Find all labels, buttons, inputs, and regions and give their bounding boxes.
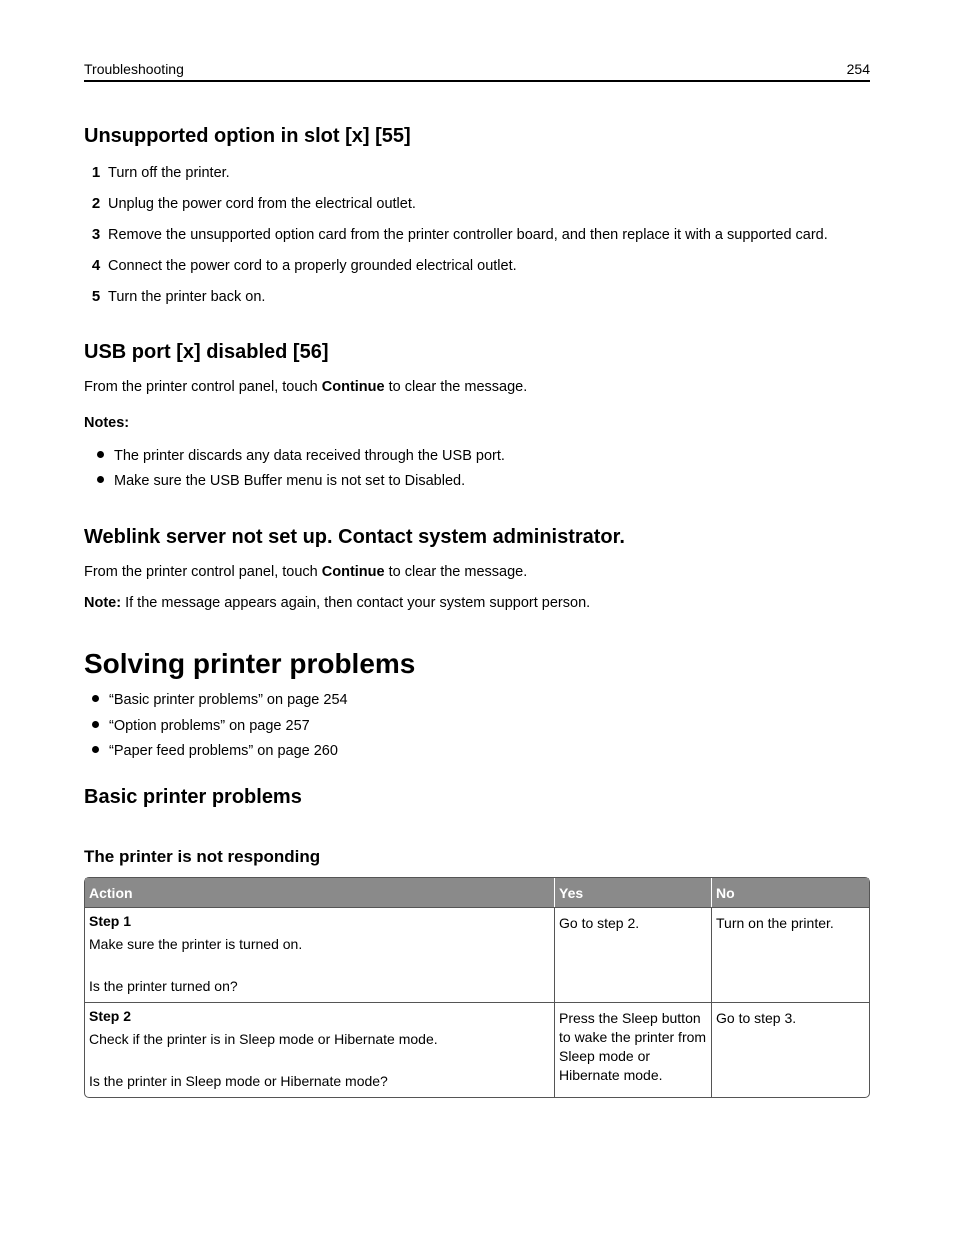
intro-text: From the printer control panel, touch xyxy=(84,379,322,395)
bullet-icon xyxy=(92,695,99,702)
yes-cell: Go to step 2. xyxy=(555,907,712,1002)
step-item xyxy=(84,257,517,274)
column-header-yes: Yes xyxy=(555,878,712,907)
continue-label: Continue xyxy=(321,564,385,580)
link-item[interactable] xyxy=(92,718,310,734)
step-item xyxy=(84,195,416,212)
weblink-note xyxy=(84,595,590,611)
usb-intro-paragraph xyxy=(84,379,527,395)
yes-cell: Press the Sleep button to wake the printer from Sleep mode or Hibernate mode. xyxy=(555,1002,712,1097)
header-divider xyxy=(84,80,870,82)
step-number: 3 xyxy=(91,226,101,243)
action-cell xyxy=(85,907,555,1002)
question-text: Is the printer turned on? xyxy=(89,978,238,994)
bullet-icon xyxy=(97,476,104,483)
step-text: Connect the power cord to a properly grounded electrical outlet. xyxy=(108,258,517,274)
link-item[interactable] xyxy=(92,743,338,759)
heading-printer-not-responding: The printer is not responding xyxy=(84,847,321,866)
step-number: 1 xyxy=(91,164,101,181)
note-text: The printer discards any data received through the USB port. xyxy=(114,448,505,464)
step-title: Step 1 xyxy=(89,913,132,929)
heading-unsupported-option: Unsupported option in slot [x] [55] xyxy=(84,125,411,147)
intro-text: From the printer control panel, touch xyxy=(84,564,322,580)
bullet-icon xyxy=(92,721,99,728)
action-text: Make sure the printer is turned on. xyxy=(89,936,303,952)
no-cell: Go to step 3. xyxy=(712,1002,869,1097)
troubleshooting-table xyxy=(84,877,870,1098)
table-row xyxy=(85,1002,869,1097)
page-number: 254 xyxy=(846,61,870,77)
bullet-icon xyxy=(92,746,99,753)
heading-basic-printer-problems: Basic printer problems xyxy=(84,786,302,808)
header-section-title: Troubleshooting xyxy=(84,61,184,77)
link-paper-feed-problems[interactable]: “Paper feed problems” on page 260 xyxy=(109,743,338,759)
action-text: Check if the printer is in Sleep mode or Hibernate mode. xyxy=(89,1031,438,1047)
note-item xyxy=(97,448,505,464)
note-label: Note: xyxy=(84,595,122,611)
step-number: 4 xyxy=(91,257,101,274)
note-text: If the message appears again, then contact your system support person. xyxy=(121,595,591,611)
step-number: 5 xyxy=(91,288,101,305)
step-item xyxy=(84,164,230,181)
link-basic-printer-problems[interactable]: “Basic printer problems” on page 254 xyxy=(109,692,348,708)
action-cell xyxy=(85,1002,555,1097)
continue-label: Continue xyxy=(321,379,385,395)
column-header-action: Action xyxy=(85,878,555,907)
question-text: Is the printer in Sleep mode or Hibernate mode? xyxy=(89,1073,388,1089)
link-item[interactable] xyxy=(92,692,348,708)
weblink-intro-paragraph xyxy=(84,564,527,580)
heading-weblink-server: Weblink server not set up. Contact system administrator. xyxy=(84,526,625,548)
heading-solving-printer-problems: Solving printer problems xyxy=(84,648,416,679)
table-row xyxy=(85,907,869,1002)
heading-usb-port-disabled: USB port [x] disabled [56] xyxy=(84,341,329,363)
step-number: 2 xyxy=(91,195,101,212)
step-text: Unplug the power cord from the electrical outlet. xyxy=(108,196,416,212)
step-title: Step 2 xyxy=(89,1008,132,1024)
step-text: Turn the printer back on. xyxy=(108,289,266,305)
intro-text: to clear the message. xyxy=(384,379,528,395)
no-cell: Turn on the printer. xyxy=(712,907,869,1002)
notes-label: Notes: xyxy=(84,415,130,431)
link-option-problems[interactable]: “Option problems” on page 257 xyxy=(109,718,310,734)
column-header-no: No xyxy=(712,878,869,907)
step-item xyxy=(84,288,265,305)
step-item xyxy=(84,226,828,243)
intro-text: to clear the message. xyxy=(384,564,528,580)
step-text: Turn off the printer. xyxy=(108,165,230,181)
table-header-row xyxy=(85,878,869,907)
note-item xyxy=(97,473,465,489)
note-text: Make sure the USB Buffer menu is not set to Disabled. xyxy=(114,473,466,489)
bullet-icon xyxy=(97,451,104,458)
step-text: Remove the unsupported option card from the printer controller board, and then replace it with a supported card. xyxy=(108,227,828,243)
